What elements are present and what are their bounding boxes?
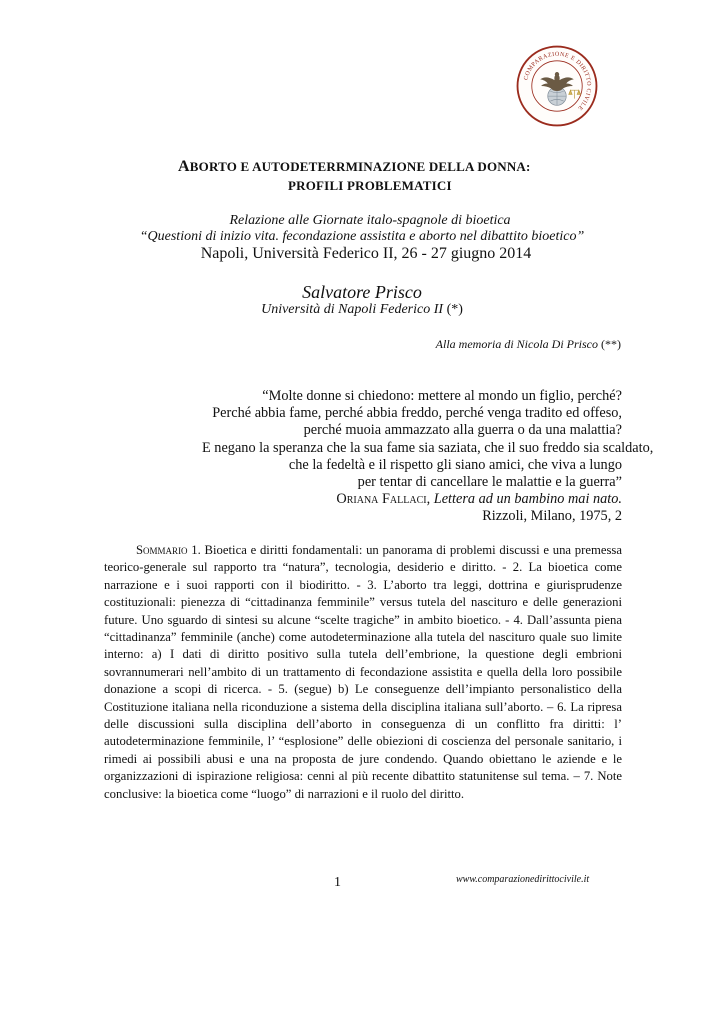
epigraph-line: che la fedeltà e il rispetto gli siano amici, che viva a lungo [288,456,622,473]
title-initial: A [178,158,190,175]
seal-logo [515,44,599,128]
epigraph-line: perché muoia ammazzato alla guerra o da una malattia? [303,422,622,439]
dedication-note-marker: (**) [598,337,621,351]
epigraph-publisher: Rizzoli, Milano, 1975, 2 [482,508,622,525]
relazione-line2: “Questioni di inizio vita. fecondazione assistita e aborto nel dibattito bioetico” [139,229,585,244]
summary-label: Sommario [136,543,188,557]
epigraph-work: Lettera ad un bambino mai nato. [433,491,622,508]
seal-ring-text: COMPARAZIONE E DIRITTO CIVILE [523,51,592,112]
relazione-venue-date: Napoli, Università Federico II, 26 - 27 giugno 2014 [200,245,532,262]
summary-paragraph [104,542,622,803]
affiliation-text: Università di Napoli Federico II [261,302,444,317]
footer-website: www.comparazionedirittocivile.it [456,874,590,885]
epigraph-citation: Oriana Fallaci, Lettera ad un bambino mai nato. [336,491,622,508]
epigraph-line: per tentar di cancellare le malattie e la guerra” [357,474,622,491]
epigraph [202,388,654,526]
relazione-line1: Relazione alle Giornate italo-spagnole di bioetica [229,213,511,228]
affiliation-note-marker: (*) [443,302,463,317]
epigraph-author: Oriana Fallaci [336,491,427,508]
paper-title-line2: PROFILI PROBLEMATICI [288,178,452,193]
dedication-text: Alla memoria di Nicola Di Prisco [435,337,598,351]
title-line1-rest: BORTO E AUTODETERRMINAZIONE DELLA DONNA: [189,159,531,174]
paper-title-line1 [178,158,531,176]
epigraph-line: E negano la speranza che la sua fame sia saziata, che il suo freddo sia scaldato, [202,439,654,456]
dedication [436,337,621,352]
epigraph-line: Perché abbia fame, perché abbia freddo, perché venga tradito ed offeso, [212,405,622,422]
author-affiliation [0,302,724,318]
author-name: Salvatore Prisco [302,282,422,302]
summary-text: 1. Bioetica e diritti fondamentali: un panorama di problemi discussi e una premessa teorico-generale sul rapporto tra “natura”, tecnologia, desiderio e diritto. - 2. La bioetica come narrazione e i suoi rapporti con il biodiritto. - 3. L’aborto tra leggi, dottrina e giurisprudenze costituzionali: pienezza di “cittadinanza femminile” versus tutela del nascituro e delle generazioni future. Uno sguardo di sintesi su alcune “scelte tragiche” in ambito bioetico. - 4. Dall’assunta piena “cittadinanza” femminile (anche) come autodeterminazione alla tutela del nascituro quale suo limite interno: a) I dati di diritto positivo sulla tutela dell’embrione, la questione degli embrioni sovrannumerari nell’ambito di un trattamento di fecondazione assistita e quella della loro possibile donazione a scopi di ricerca. - 5. (segue) b) Le conseguenze dell’impianto personalistico della Costituzione italiana nella riconduzione a sistema della disciplina italiana sull’aborto. – 6. La ripresa delle discussioni sulla disciplina dell’aborto in conseguenza di un conflitto fra diritti: l’ autodeterminazione femminile, l’ “esplosione” delle obiezioni di coscienza del personale sanitario, i rimedi ai possibili abusi e una na proposta de jure condendo. Quando obiettano le aziende e le organizzazioni di ispirazione religiosa: cenni al più recente dibattito statunitense sul tema. – 7. Note conclusive: la bioetica come “luogo” di narrazioni e il ruolo del diritto. [104,543,622,801]
page-number: 1 [334,875,341,890]
epigraph-line: “Molte donne si chiedono: mettere al mondo un figlio, perché? [262,388,622,404]
